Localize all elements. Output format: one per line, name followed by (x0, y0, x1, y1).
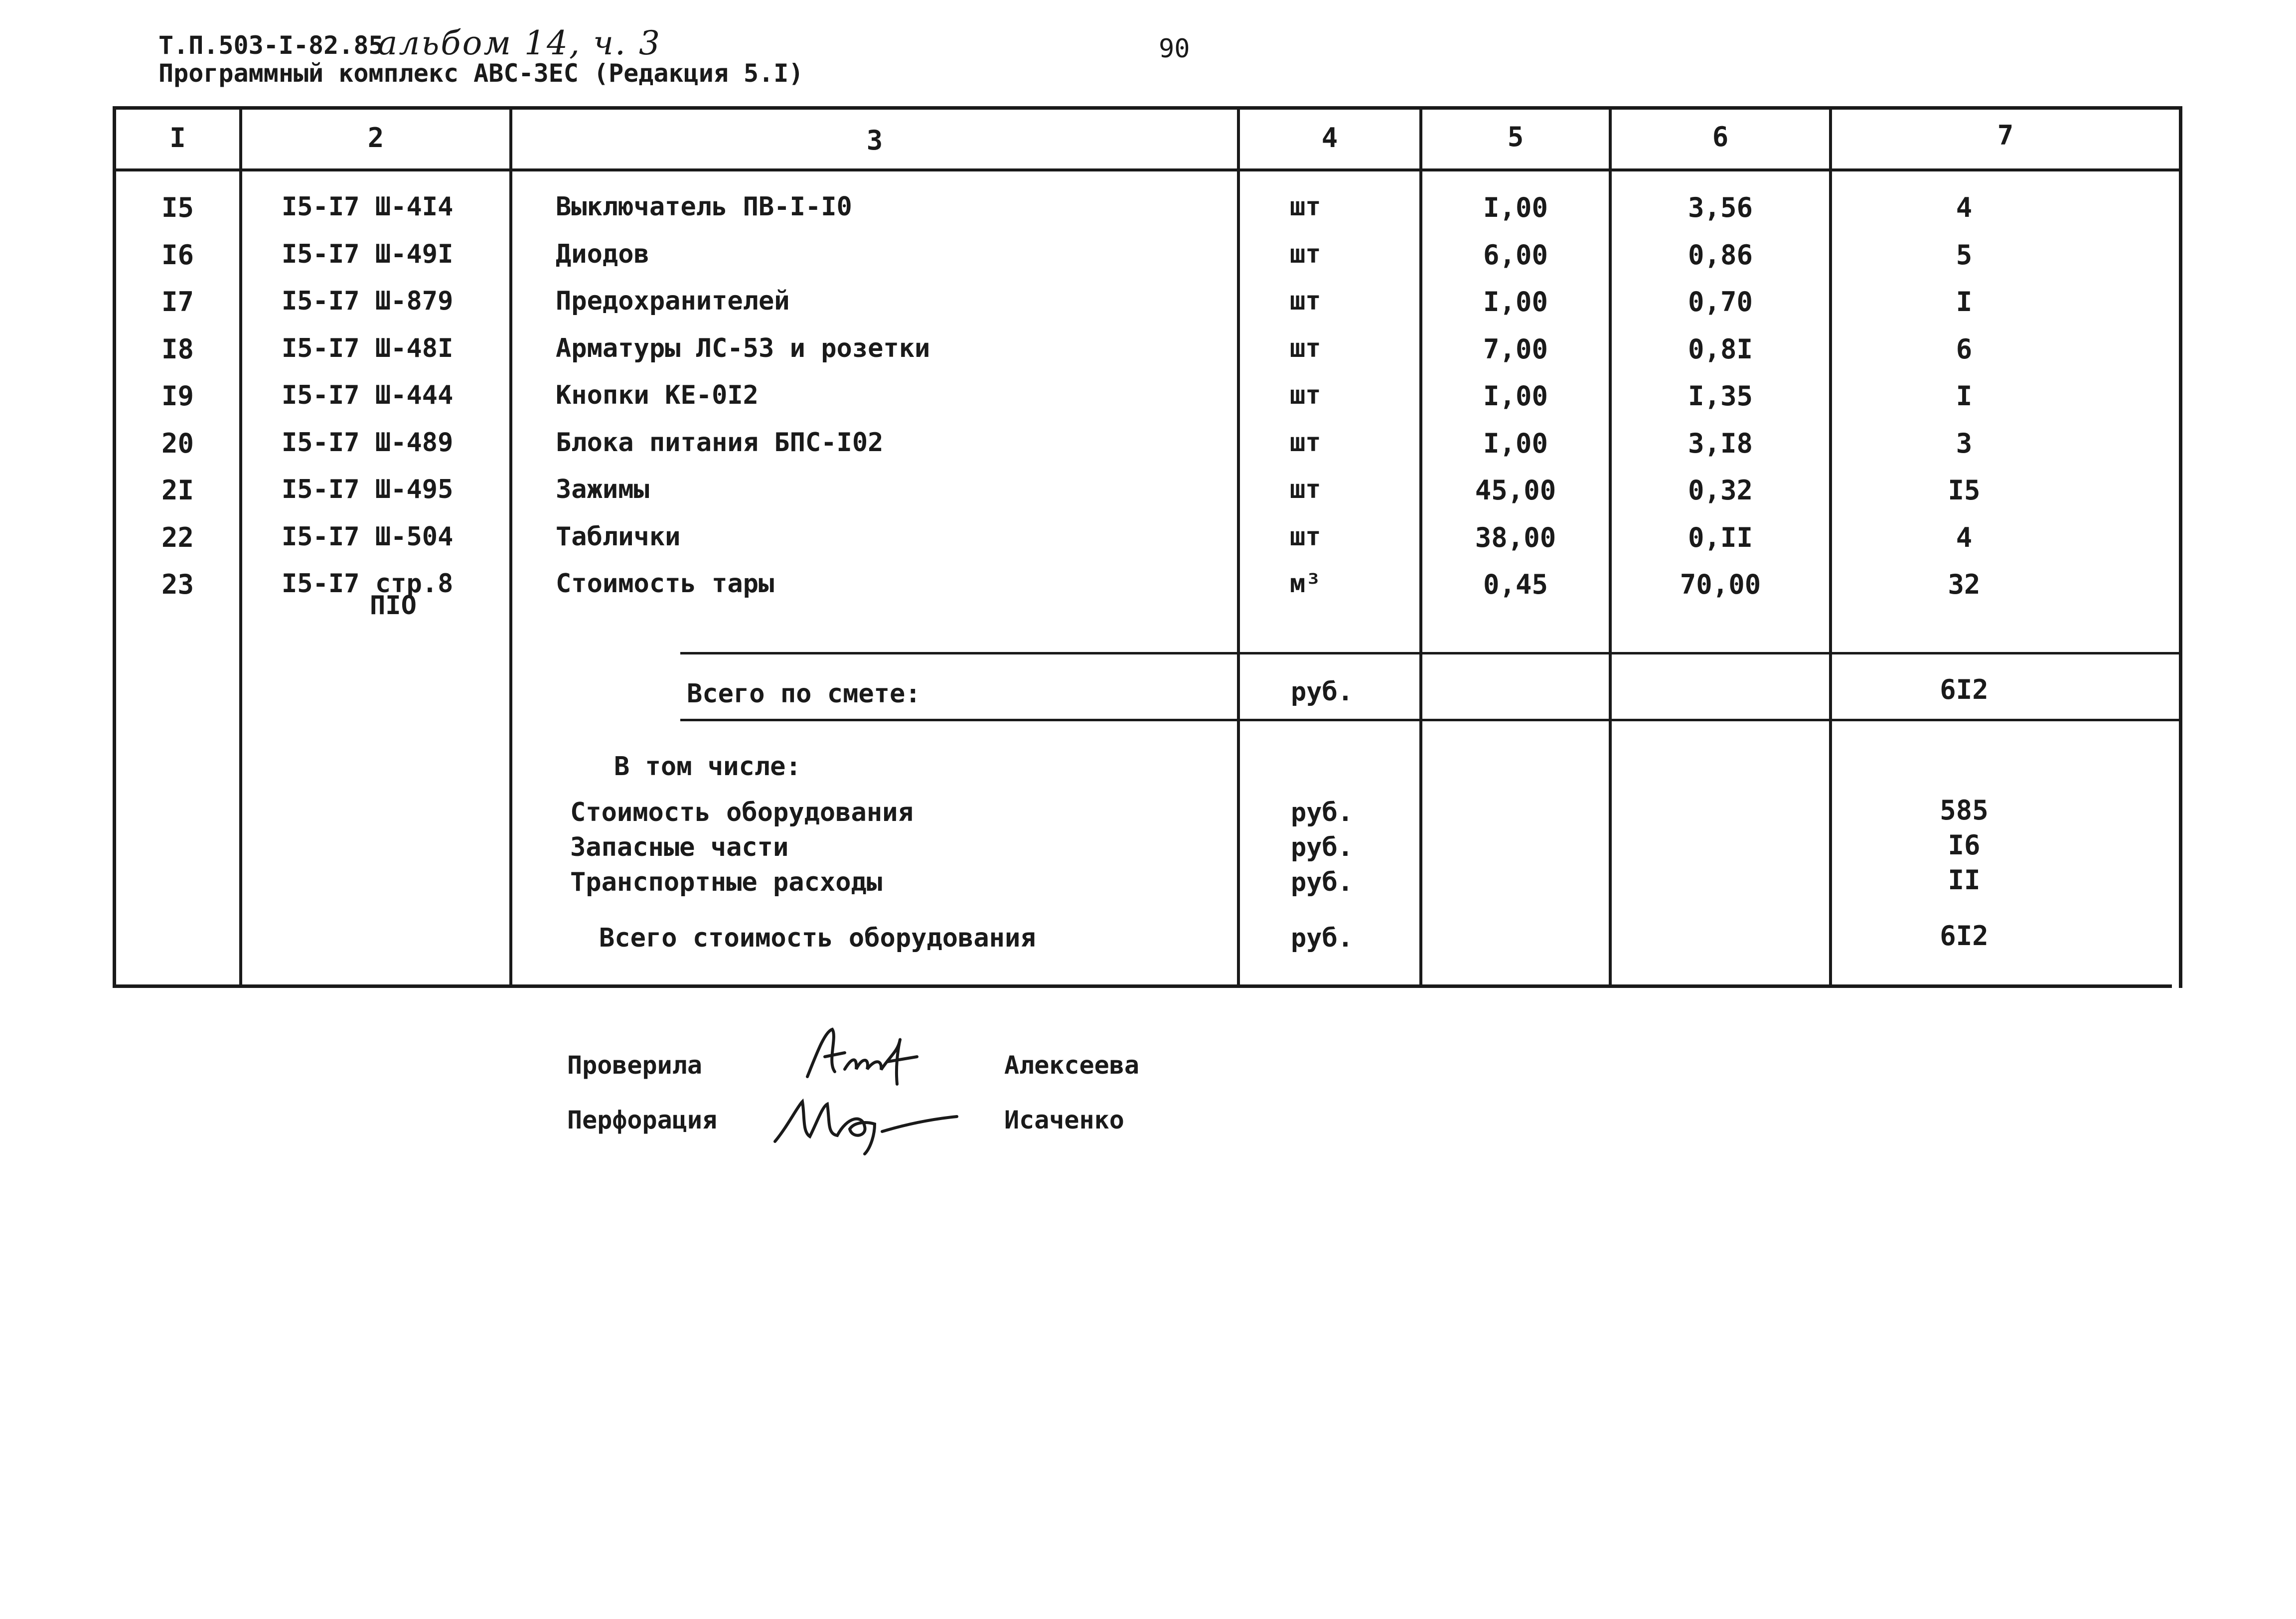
row-number: I7 (161, 286, 194, 318)
row-number: I6 (161, 239, 194, 271)
row-reference: I5-I7 Ш-504 (282, 522, 454, 552)
col-header-4: 4 (1321, 122, 1338, 154)
row-item-name: Диодов (556, 239, 649, 269)
grand-total-unit: руб. (1291, 923, 1354, 953)
col-header-2: 2 (367, 122, 384, 154)
breakdown-value-equipment: 585 (1940, 795, 1989, 826)
total-label: Всего по смете: (687, 679, 921, 709)
breakdown-unit-equipment: руб. (1291, 798, 1354, 827)
row-reference: I5-I7 стр.8 (282, 569, 454, 599)
row-unit: м³ (1290, 569, 1321, 599)
total-row-bottom (680, 719, 2180, 721)
col-header-5: 5 (1507, 121, 1524, 153)
row-reference-continuation: ПIО (370, 591, 417, 621)
row-item-name: Кнопки КЕ-0I2 (556, 380, 759, 410)
row-number: I9 (161, 380, 194, 412)
col-header-7: 7 (1997, 120, 2014, 151)
row-reference: I5-I7 Ш-49I (282, 239, 454, 269)
row-item-name: Зажимы (556, 475, 649, 504)
document-code: Т.П.503-I-82.85 (158, 31, 384, 60)
row-quantity: 38,00 (1475, 522, 1556, 553)
row-reference: I5-I7 Ш-879 (282, 286, 454, 316)
row-total: 5 (1956, 239, 1973, 271)
row-total: 32 (1948, 569, 1981, 600)
breakdown-label-equipment: Стоимость оборудования (570, 798, 914, 827)
row-number: I5 (161, 192, 194, 223)
col-divider-3 (1237, 106, 1240, 988)
table-border-left (113, 106, 116, 988)
row-item-name: Выключатель ПВ-I-I0 (556, 192, 852, 222)
row-price: 0,32 (1687, 475, 1753, 506)
row-number: 22 (161, 522, 194, 553)
breakdown-heading: В том числе: (614, 752, 801, 782)
row-item-name: Таблички (556, 522, 681, 552)
row-price: 0,86 (1687, 239, 1753, 271)
col-divider-2 (509, 106, 512, 988)
row-item-name: Арматуры ЛС-53 и розетки (556, 333, 930, 363)
breakdown-label-spare-parts: Запасные части (570, 832, 789, 862)
row-reference: I5-I7 Ш-489 (282, 428, 454, 458)
grand-total-label: Всего стоимость оборудования (599, 923, 1036, 953)
breakdown-value-transport: II (1948, 864, 1981, 896)
row-unit: шт (1290, 475, 1321, 504)
row-quantity: 6,00 (1483, 239, 1548, 271)
total-unit: руб. (1291, 677, 1354, 707)
breakdown-unit-spare-parts: руб. (1291, 832, 1354, 862)
row-reference: I5-I7 Ш-4I4 (282, 192, 454, 222)
row-quantity: I,00 (1483, 286, 1548, 318)
row-total: 6 (1956, 333, 1973, 365)
row-unit: шт (1290, 428, 1321, 458)
table-border-right (2179, 106, 2182, 988)
signature-name-checked: Алексеева (1004, 1051, 1139, 1080)
row-item-name: Блока питания БПС-I02 (556, 428, 884, 458)
row-unit: шт (1290, 192, 1321, 222)
page-number: 90 (1159, 34, 1190, 64)
total-value: 6I2 (1940, 674, 1989, 705)
row-unit: шт (1290, 522, 1321, 552)
row-quantity: 0,45 (1483, 569, 1548, 600)
row-unit: шт (1290, 286, 1321, 316)
row-reference: I5-I7 Ш-444 (282, 380, 454, 410)
row-unit: шт (1290, 239, 1321, 269)
row-item-name: Предохранителей (556, 286, 790, 316)
col-divider-1 (239, 106, 242, 988)
row-quantity: I,00 (1483, 380, 1548, 412)
row-unit: шт (1290, 333, 1321, 363)
row-price: 0,70 (1687, 286, 1753, 318)
program-title: Программный комплекс АВС-3ЕС (Редакция 5.I) (158, 59, 804, 88)
row-price: 3,I8 (1687, 428, 1753, 459)
col-header-3: 3 (866, 125, 883, 156)
row-total: I (1956, 286, 1973, 318)
row-reference: I5-I7 Ш-48I (282, 333, 454, 363)
handwritten-album-note: альбом 14, ч. 3 (378, 24, 661, 62)
row-unit: шт (1290, 380, 1321, 410)
row-total: I (1956, 380, 1973, 412)
signature-role-perforation: Перфорация (567, 1106, 718, 1134)
row-quantity: I,00 (1483, 192, 1548, 223)
handwritten-signature-2 (767, 1087, 967, 1156)
row-quantity: I,00 (1483, 428, 1548, 459)
breakdown-value-spare-parts: I6 (1948, 829, 1981, 861)
row-number: I8 (161, 333, 194, 365)
signature-name-perforation: Исаченко (1004, 1106, 1124, 1134)
header-separator (114, 168, 2182, 171)
row-reference: I5-I7 Ш-495 (282, 475, 454, 504)
row-number: 23 (161, 569, 194, 600)
breakdown-label-transport: Транспортные расходы (570, 867, 883, 897)
handwritten-signature-1 (797, 1022, 937, 1087)
grand-total-value: 6I2 (1940, 920, 1989, 952)
row-total: 4 (1956, 192, 1973, 223)
row-quantity: 45,00 (1475, 475, 1556, 506)
row-price: 3,56 (1687, 192, 1753, 223)
total-row-top (680, 652, 2180, 654)
table-border-bottom (114, 984, 2172, 988)
row-number: 2I (161, 475, 194, 506)
row-total: I5 (1948, 475, 1981, 506)
row-price: 0,II (1687, 522, 1753, 553)
row-total: 4 (1956, 522, 1973, 553)
col-header-1: I (169, 122, 186, 154)
row-number: 20 (161, 428, 194, 459)
col-header-6: 6 (1712, 121, 1729, 153)
row-price: I,35 (1687, 380, 1753, 412)
row-price: 0,8I (1687, 333, 1753, 365)
breakdown-unit-transport: руб. (1291, 867, 1354, 897)
signature-role-checked: Проверила (567, 1051, 702, 1080)
row-quantity: 7,00 (1483, 333, 1548, 365)
table-border-top (114, 106, 2182, 110)
row-item-name: Стоимость тары (556, 569, 774, 599)
row-total: 3 (1956, 428, 1973, 459)
row-price: 70,00 (1680, 569, 1761, 600)
